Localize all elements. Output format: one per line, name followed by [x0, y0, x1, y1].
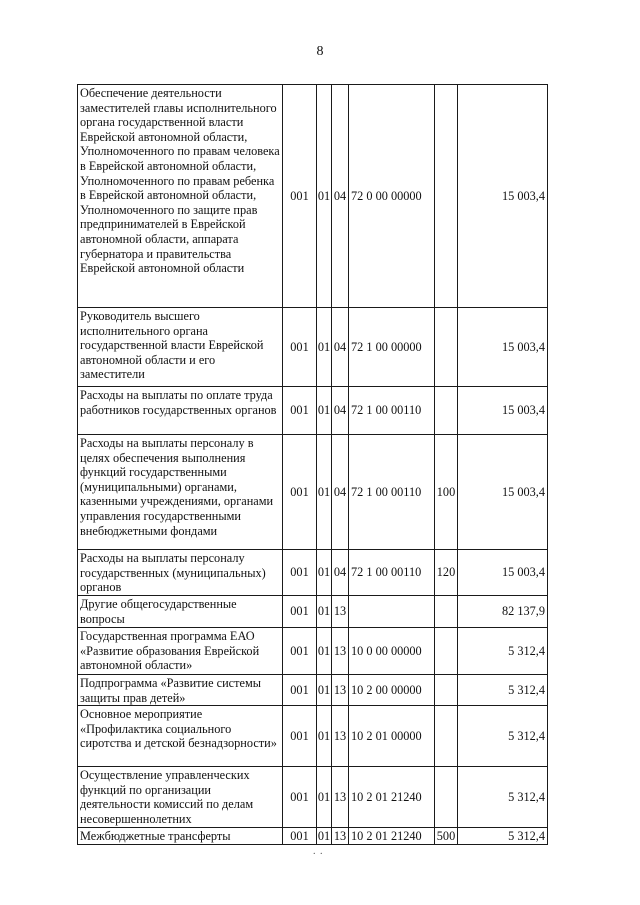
section-cell: 01	[317, 85, 332, 308]
subsection-cell: 04	[332, 387, 349, 435]
expense-type-cell	[435, 706, 458, 767]
table-row	[78, 828, 548, 845]
section-cell: 01	[317, 767, 332, 828]
table-row	[78, 308, 548, 387]
section-cell: 01	[317, 435, 332, 550]
table-row	[78, 85, 548, 308]
section-cell: 01	[317, 675, 332, 706]
subsection-cell: 13	[332, 828, 349, 845]
target-article-cell: 72 1 00 00110	[349, 550, 435, 596]
table-row	[78, 706, 548, 767]
table-row	[78, 435, 548, 550]
expense-type-cell	[435, 85, 458, 308]
row-name: Расходы на выплаты по оплате труда работников государственных органов	[78, 387, 283, 435]
section-cell: 01	[317, 550, 332, 596]
grbs-cell: 001	[283, 550, 317, 596]
sum-cell: 15 003,4	[458, 308, 548, 387]
row-name: Осуществление управленческих функций по организации деятельности комиссий по делам несовершеннолетних	[78, 767, 283, 828]
page-number: 8	[316, 44, 324, 59]
expense-type-cell: 100	[435, 435, 458, 550]
grbs-cell: 001	[283, 85, 317, 308]
row-name: Руководитель высшего исполнительного органа государственной власти Еврейской автономной области и его заместители	[78, 308, 283, 387]
table-row	[78, 767, 548, 828]
expense-type-cell: 120	[435, 550, 458, 596]
target-article-cell: 10 2 00 00000	[349, 675, 435, 706]
grbs-cell: 001	[283, 767, 317, 828]
row-name: Расходы на выплаты персоналу государственных (муниципальных) органов	[78, 550, 283, 596]
sum-cell: 15 003,4	[458, 387, 548, 435]
sum-cell: 5 312,4	[458, 706, 548, 767]
row-name: Расходы на выплаты персоналу в целях обеспечения выполнения функций государственными (муниципальными) органами, казенными учреждениями, органами управления государственными внебюджетными фондами	[78, 435, 283, 550]
grbs-cell: 001	[283, 675, 317, 706]
row-name: Основное мероприятие «Профилактика социального сиротства и детской безнадзорности»	[78, 706, 283, 767]
table-row	[78, 675, 548, 706]
sum-cell: 5 312,4	[458, 675, 548, 706]
table-row	[78, 628, 548, 675]
subsection-cell: 13	[332, 767, 349, 828]
sum-cell: 5 312,4	[458, 628, 548, 675]
target-article-cell: 72 1 00 00000	[349, 308, 435, 387]
table-row	[78, 596, 548, 628]
expense-type-cell: 500	[435, 828, 458, 845]
section-cell: 01	[317, 308, 332, 387]
target-article-cell: 72 1 00 00110	[349, 387, 435, 435]
section-cell: 01	[317, 828, 331, 843]
target-article-cell: 10 2 01 21240	[349, 767, 435, 828]
target-article-cell: 10 2 01 21240	[349, 828, 435, 845]
grbs-cell: 001	[283, 628, 317, 675]
grbs-cell: 001	[283, 387, 317, 435]
target-article-cell	[349, 596, 435, 628]
section-cell: 01	[317, 387, 332, 435]
target-article-cell: 10 0 00 00000	[349, 628, 435, 675]
row-name: Государственная программа ЕАО «Развитие образования Еврейской автономной области»	[78, 628, 283, 675]
subsection-cell: 04	[332, 85, 349, 308]
grbs-cell: 001	[283, 435, 317, 550]
section-cell: 01	[317, 628, 332, 675]
section-cell: 01	[317, 706, 332, 767]
expense-type-cell	[435, 596, 458, 628]
sum-cell: 15 003,4	[458, 85, 548, 308]
subsection-cell: 13	[332, 628, 349, 675]
grbs-cell: 001	[283, 706, 317, 767]
row-name: Другие общегосударственные вопросы	[78, 596, 283, 628]
sum-cell: 5 312,4	[458, 767, 548, 828]
row-name: Межбюджетные трансферты	[78, 828, 283, 845]
expense-type-cell	[435, 628, 458, 675]
grbs-cell: 001	[283, 308, 317, 387]
sum-cell: 15 003,4	[458, 435, 548, 550]
target-article-cell: 10 2 01 00000	[349, 706, 435, 767]
sum-cell: 15 003,4	[458, 550, 548, 596]
section-cell: 01	[317, 596, 332, 628]
subsection-cell: 04	[332, 435, 349, 550]
target-article-cell: 72 0 00 00000	[349, 85, 435, 308]
sum-cell: 82 137,9	[458, 596, 548, 628]
subsection-cell: 04	[332, 308, 349, 387]
grbs-cell: 001	[283, 596, 317, 628]
expense-type-cell	[435, 767, 458, 828]
table-row	[78, 387, 548, 435]
table-row	[78, 550, 548, 596]
budget-table	[77, 84, 548, 845]
subsection-cell: 13	[332, 675, 349, 706]
grbs-cell: 001	[283, 828, 317, 845]
expense-type-cell	[435, 675, 458, 706]
target-article-cell: 72 1 00 00110	[349, 435, 435, 550]
expense-type-cell	[435, 308, 458, 387]
expense-type-cell	[435, 387, 458, 435]
row-name: Обеспечение деятельности заместителей главы исполнительного органа государственной власти Еврейской автономной области, Уполномоченного по правам человека в Еврейской автономной области, Уполномоченного по правам ребенка в Еврейской автономной области, Уполномоченного по защите прав предпринимателей в Еврейской автономной области, аппарата губернатора и правительства Еврейской автономной области	[78, 85, 283, 308]
subsection-cell: 13	[332, 596, 349, 628]
footer-mark: . .	[313, 846, 324, 857]
subsection-cell: 13	[332, 706, 349, 767]
sum-cell: 5 312,4	[458, 828, 548, 845]
row-name: Подпрограмма «Развитие системы защиты прав детей»	[78, 675, 283, 706]
subsection-cell: 04	[332, 550, 349, 596]
